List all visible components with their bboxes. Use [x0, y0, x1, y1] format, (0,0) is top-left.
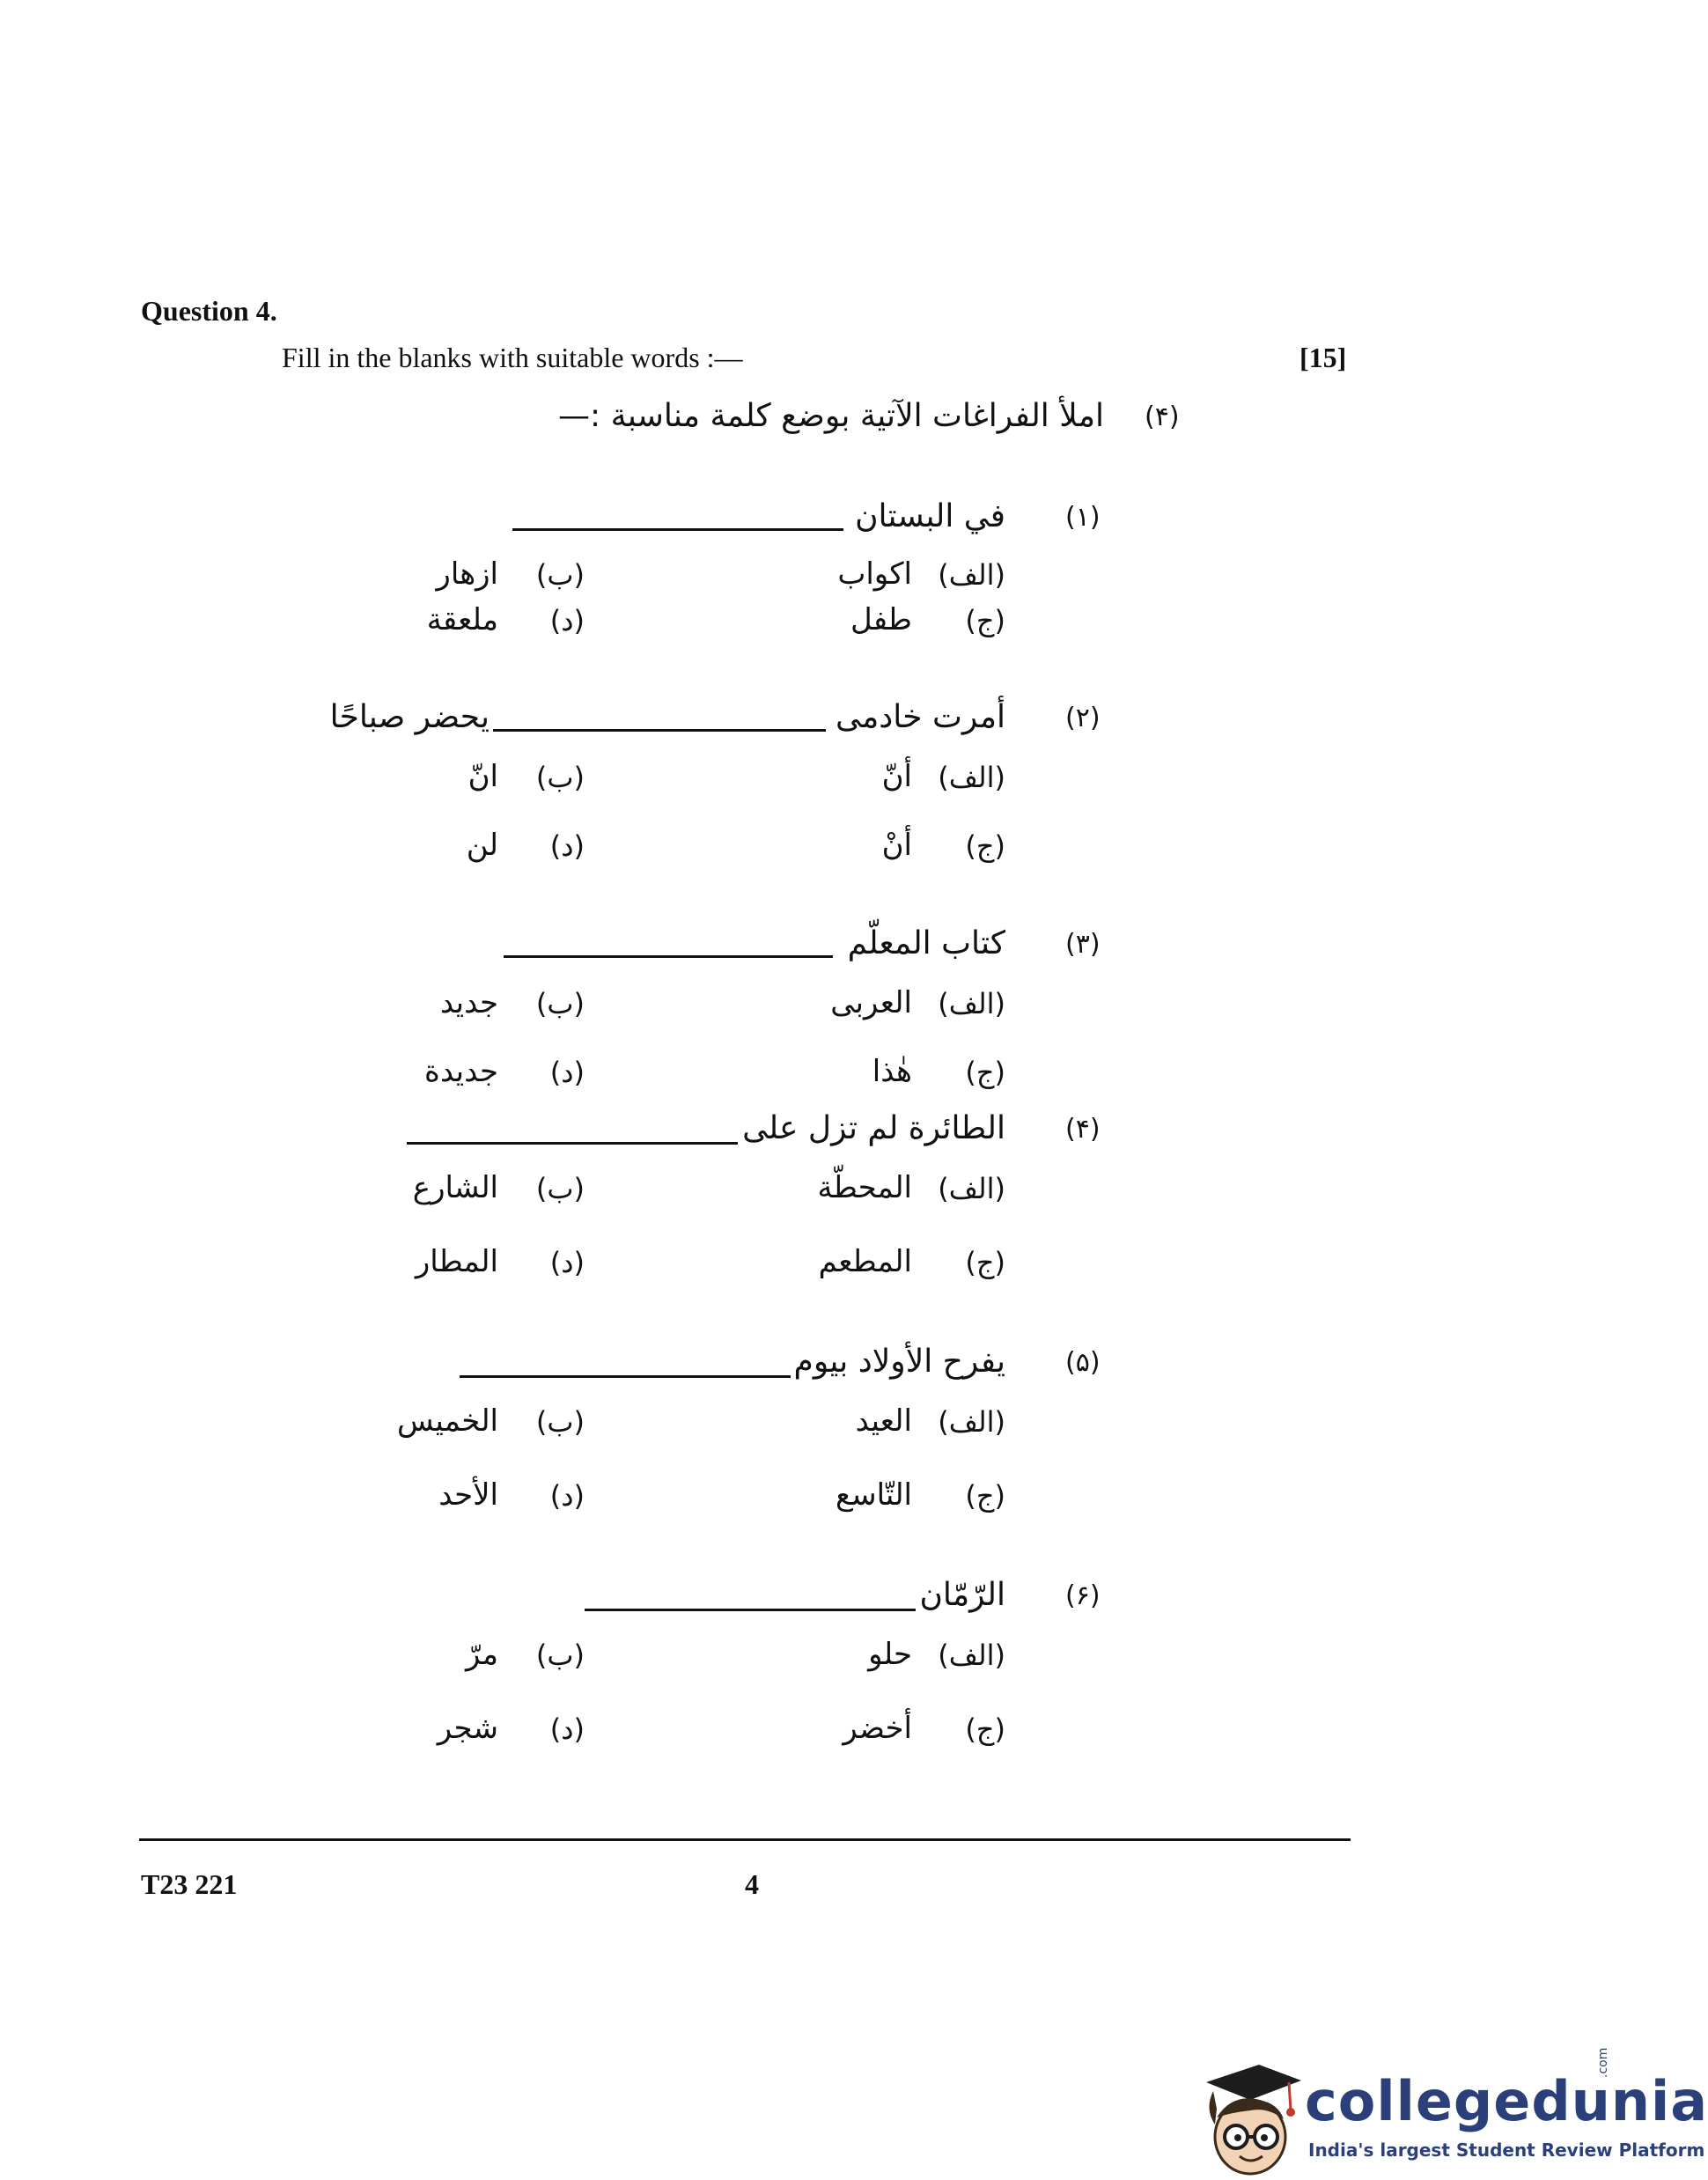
answer-blank [504, 955, 833, 958]
option-text-a: اكواب [837, 556, 912, 592]
item-number: (۴) [1065, 1114, 1101, 1145]
option-text-b: مرّ [466, 1637, 498, 1672]
option-text-a: أنّ [881, 759, 912, 794]
question-number-arabic: (۴) [1145, 401, 1180, 432]
paper-code: T23 221 [141, 1868, 238, 1900]
option-label-c: (ج) [965, 829, 1005, 863]
option-label-a: (الف) [938, 987, 1005, 1020]
option-text-a: العربی [830, 985, 912, 1020]
option-text-d: ملعقة [426, 602, 498, 637]
question-title: Question 4. [141, 295, 277, 327]
option-label-b: (ب) [535, 761, 585, 794]
logo-suffix: .com [1596, 2047, 1610, 2078]
option-label-c: (ج) [965, 604, 1005, 637]
option-text-a: حلو [868, 1637, 912, 1672]
option-label-d: (د) [549, 1056, 585, 1089]
page-number: 4 [745, 1868, 759, 1900]
option-text-c: المطعم [818, 1244, 912, 1279]
option-text-d: الأحد [438, 1477, 498, 1513]
option-label-b: (ب) [535, 1172, 585, 1205]
answer-blank [512, 528, 843, 531]
option-label-d: (د) [549, 1712, 585, 1746]
option-label-b: (ب) [535, 1405, 585, 1439]
item-number: (۳) [1065, 929, 1101, 960]
item-number: (۲) [1065, 703, 1101, 733]
option-text-b: جديد [439, 985, 498, 1020]
option-label-b: (ب) [535, 1639, 585, 1672]
option-text-b: الشارع [412, 1170, 498, 1205]
option-label-c: (ج) [965, 1246, 1005, 1279]
item-number: (۵) [1065, 1347, 1101, 1378]
answer-blank [493, 729, 826, 732]
option-label-d: (د) [549, 1479, 585, 1513]
answer-blank [460, 1375, 791, 1378]
option-label-a: (الف) [938, 558, 1005, 592]
item-stem: في البستان [855, 498, 1005, 534]
option-text-b: ازهار [436, 556, 498, 592]
item-number: (۶) [1065, 1580, 1101, 1611]
item-stem: الرّمّان [919, 1577, 1005, 1613]
option-text-c: طفل [850, 602, 912, 637]
option-label-a: (الف) [938, 761, 1005, 794]
answer-blank [585, 1609, 916, 1611]
logo-tagline: India's largest Student Review Platform [1308, 2139, 1705, 2161]
option-label-d: (د) [549, 604, 585, 637]
option-label-d: (د) [549, 829, 585, 863]
option-label-c: (ج) [965, 1056, 1005, 1089]
item-number: (۱) [1065, 502, 1101, 533]
item-stem-after: يحضر صباحًا [329, 699, 490, 735]
instruction-english: Fill in the blanks with suitable words :— [282, 342, 743, 373]
option-text-c: أخضر [843, 1711, 912, 1746]
option-text-c: التّاسع [835, 1477, 912, 1513]
item-stem: الطائرة لم تزل على [742, 1110, 1005, 1146]
option-text-a: المحطّة [817, 1170, 912, 1205]
option-text-d: المطار [415, 1244, 498, 1279]
option-text-c: هٰذا [872, 1054, 912, 1089]
student-mascot-icon [1197, 2056, 1303, 2179]
item-stem: کتاب المعلّم [847, 925, 1005, 961]
answer-blank [407, 1142, 738, 1145]
logo-wordmark: collegedunia [1305, 2069, 1708, 2133]
marks-badge: [15] [1299, 342, 1347, 373]
option-text-c: أنْ [881, 828, 912, 863]
option-text-d: شجر [437, 1711, 498, 1746]
option-label-d: (د) [549, 1246, 585, 1279]
option-label-a: (الف) [938, 1639, 1005, 1672]
option-text-b: انّ [467, 759, 498, 794]
option-label-c: (ج) [965, 1712, 1005, 1746]
option-text-d: جديدة [424, 1054, 498, 1089]
option-text-b: الخميس [396, 1403, 498, 1439]
option-label-c: (ج) [965, 1479, 1005, 1513]
footer-divider [139, 1838, 1351, 1841]
instruction-arabic: املأ الفراغات الآتية بوضع كلمة مناسبة :— [558, 398, 1104, 434]
option-text-d: لن [466, 828, 498, 863]
option-label-a: (الف) [938, 1405, 1005, 1439]
item-stem: يفرح الأولاد بيوم [793, 1344, 1005, 1380]
item-stem: أمرت خادمی [835, 699, 1005, 735]
option-label-a: (الف) [938, 1172, 1005, 1205]
option-text-a: العيد [855, 1403, 912, 1439]
option-label-b: (ب) [535, 987, 585, 1020]
option-label-b: (ب) [535, 558, 585, 592]
